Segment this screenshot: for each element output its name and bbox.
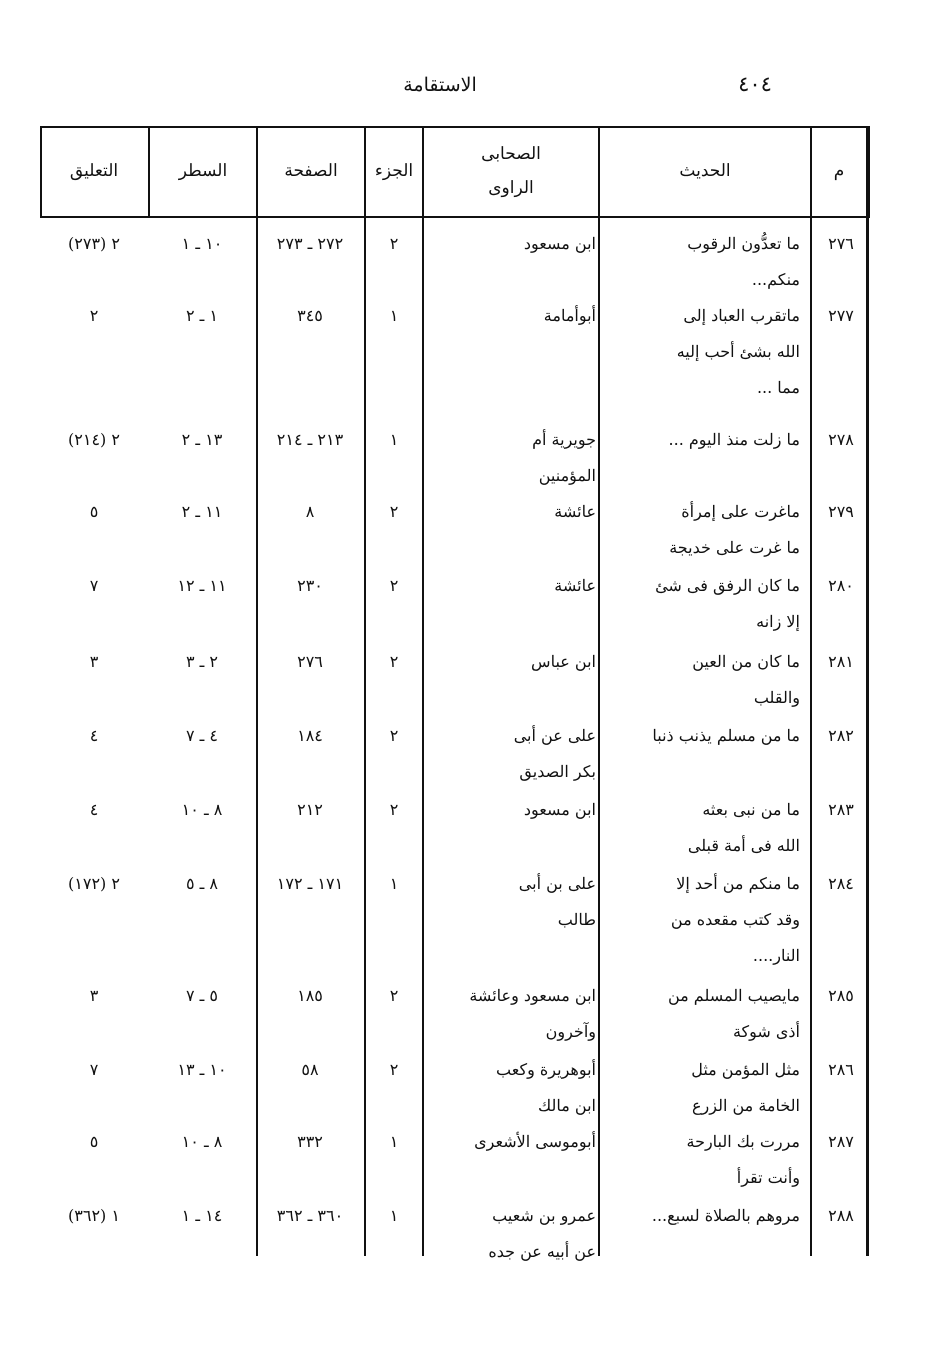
- line-range: ١١ ـ ١٢: [177, 576, 227, 595]
- page-range: ٢١٣ ـ ٢١٤: [276, 430, 344, 449]
- hadith-line: الله بشئ أحب إليه: [676, 342, 800, 361]
- volume-number: ١: [389, 874, 399, 893]
- volume-number: ١: [389, 1206, 399, 1225]
- volume-number: ١: [389, 306, 399, 325]
- header-hadith: الحديث: [679, 161, 731, 181]
- hadith-line: الخامة من الزرع: [691, 1096, 800, 1115]
- hadith-line: النار....: [752, 946, 800, 965]
- line-range: ١ ـ ٢: [185, 306, 219, 325]
- header-juz: الجزء: [374, 161, 414, 181]
- header-num: م: [833, 161, 845, 181]
- header-sahabi: الصحابى الراوى: [481, 144, 541, 198]
- page-range: ٣٤٥: [297, 306, 323, 325]
- narrator: [426, 1124, 596, 1160]
- hadith-line: ما زلت منذ اليوم ...: [668, 430, 800, 449]
- page-range: ٨: [305, 502, 315, 521]
- line-range: ٥ ـ ٧: [185, 986, 219, 1005]
- narrator-line: عمرو بن شعيب: [492, 1206, 596, 1225]
- commentary-ref: ٤: [89, 800, 99, 819]
- commentary-ref: ٢: [89, 306, 99, 325]
- hadith-index-table: [40, 126, 870, 1261]
- volume-number: ٢: [389, 652, 399, 671]
- narrator-line: على بن أبى: [518, 874, 596, 893]
- narrator-line: أبوهريرة وكعب: [496, 1060, 596, 1079]
- narrator: [426, 298, 596, 334]
- narrator-line: ابن مسعود: [523, 800, 596, 819]
- page-range: ٢١٢: [297, 800, 323, 819]
- narrator: [426, 226, 596, 262]
- commentary-ref: ٢ (١٧٢): [68, 874, 120, 893]
- header-note: التعليق: [69, 161, 119, 181]
- narrator: [426, 1198, 596, 1270]
- header-page: الصفحة: [284, 161, 338, 181]
- volume-number: ٢: [389, 502, 399, 521]
- line-range: ٤ ـ ٧: [185, 726, 219, 745]
- narrator: [426, 1052, 596, 1124]
- page-range: ٣٣٢: [297, 1132, 323, 1151]
- line-range: ٨ ـ ٥: [185, 874, 219, 893]
- entry-number: ٢٨٠: [828, 576, 854, 595]
- hadith-text: [600, 1198, 800, 1234]
- narrator-line: عائشة: [554, 576, 596, 595]
- entry-number: ٢٨٦: [828, 1060, 854, 1079]
- hadith-text: [600, 1124, 800, 1196]
- line-range: ١٠ ـ ١: [181, 234, 223, 253]
- hadith-line: مروهم بالصلاة لسبع...: [651, 1206, 800, 1225]
- commentary-ref: ١ (٣٦٢): [68, 1206, 120, 1225]
- narrator-line: أبوأمامة: [543, 306, 596, 325]
- hadith-line: ما من مسلم يذنب ذنبا: [652, 726, 800, 745]
- narrator-line: بكر الصديق: [519, 762, 596, 781]
- narrator: [426, 568, 596, 604]
- commentary-ref: ٢ (٢٧٣): [68, 234, 120, 253]
- narrator-line: جويرية أم: [532, 430, 596, 449]
- hadith-text: [600, 978, 800, 1050]
- page-range: ٢٧٦: [297, 652, 323, 671]
- page-range: ١٧١ ـ ١٧٢: [276, 874, 344, 893]
- commentary-ref: ٧: [89, 576, 99, 595]
- narrator: [426, 792, 596, 828]
- hadith-text: [600, 1052, 800, 1124]
- narrator-line: ابن مسعود: [523, 234, 596, 253]
- entry-number: ٢٨١: [828, 652, 854, 671]
- page-range: ١٨٤: [297, 726, 323, 745]
- hadith-line: مررت بك البارحة: [686, 1132, 800, 1151]
- entry-number: ٢٧٦: [828, 234, 854, 253]
- hadith-line: الله فى أمة قبلى: [687, 836, 800, 855]
- commentary-ref: ٣: [89, 652, 99, 671]
- entry-number: ٢٨٢: [828, 726, 854, 745]
- narrator-line: وآخرون: [545, 1022, 596, 1041]
- hadith-line: ما غرت على خديجة: [669, 538, 800, 557]
- header-line: السطر: [178, 161, 228, 181]
- narrator-line: طالب: [557, 910, 596, 929]
- page-header: [0, 68, 940, 108]
- hadith-text: [600, 792, 800, 864]
- commentary-ref: ٧: [89, 1060, 99, 1079]
- hadith-text: [600, 644, 800, 716]
- hadith-text: [600, 226, 800, 298]
- hadith-line: وقد كتب مقعده من: [670, 910, 800, 929]
- hadith-line: ما منكم من أحد إلا: [676, 874, 800, 893]
- narrator: [426, 494, 596, 530]
- entry-number: ٢٨٤: [828, 874, 854, 893]
- narrator-line: عائشة: [554, 502, 596, 521]
- line-range: ١٣ ـ ٢: [181, 430, 223, 449]
- narrator: [426, 718, 596, 790]
- commentary-ref: ٣: [89, 986, 99, 1005]
- entry-number: ٢٨٨: [828, 1206, 854, 1225]
- narrator-line: المؤمنين: [538, 466, 596, 485]
- hadith-text: [600, 494, 800, 566]
- line-range: ١٠ ـ ١٣: [177, 1060, 227, 1079]
- page-range: ١٨٥: [297, 986, 323, 1005]
- entry-number: ٢٨٣: [828, 800, 854, 819]
- page-range: ٢٧٢ ـ ٢٧٣: [276, 234, 344, 253]
- line-range: ٨ ـ ١٠: [181, 800, 223, 819]
- volume-number: ٢: [389, 986, 399, 1005]
- hadith-line: منكم...: [751, 270, 800, 289]
- hadith-line: مثل المؤمن مثل: [691, 1060, 800, 1079]
- hadith-line: ما تعدُّون الرقوب: [687, 234, 800, 253]
- hadith-line: ماتقرب العباد إلى: [683, 306, 800, 325]
- hadith-text: [600, 422, 800, 458]
- volume-number: ٢: [389, 1060, 399, 1079]
- entry-number: ٢٧٨: [828, 430, 854, 449]
- entry-number: ٢٧٩: [828, 502, 854, 521]
- narrator: [426, 866, 596, 938]
- entry-number: ٢٧٧: [828, 306, 854, 325]
- narrator-line: ابن عباس: [531, 652, 596, 671]
- line-range: ٢ ـ ٣: [185, 652, 219, 671]
- narrator-line: ابن مالك: [538, 1096, 596, 1115]
- narrator: [426, 422, 596, 494]
- line-range: ١٤ ـ ١: [181, 1206, 223, 1225]
- line-range: ١١ ـ ٢: [181, 502, 223, 521]
- line-range: ٨ ـ ١٠: [181, 1132, 223, 1151]
- volume-number: ٢: [389, 234, 399, 253]
- hadith-line: ما كان الرفق فى شئ: [655, 576, 800, 595]
- hadith-line: ما من نبى بعثه: [702, 800, 800, 819]
- volume-number: ٢: [389, 726, 399, 745]
- hadith-line: والقلب: [753, 688, 800, 707]
- hadith-line: مما ...: [756, 378, 800, 397]
- narrator: [426, 978, 596, 1050]
- page-range: ٣٦٠ ـ ٣٦٢: [276, 1206, 344, 1225]
- narrator-line: على عن أبى: [513, 726, 596, 745]
- commentary-ref: ٤: [89, 726, 99, 745]
- narrator-line: أبوموسى الأشعرى: [474, 1132, 596, 1151]
- commentary-ref: ٥: [89, 1132, 99, 1151]
- entry-number: ٢٨٥: [828, 986, 854, 1005]
- narrator-line: عن أبيه عن جده: [488, 1242, 596, 1261]
- hadith-line: أذى شوكة: [732, 1022, 800, 1041]
- page-range: ٢٣٠: [297, 576, 323, 595]
- page-title: الاستقامة: [403, 74, 477, 96]
- narrator-line: ابن مسعود وعائشة: [469, 986, 596, 1005]
- volume-number: ٢: [389, 800, 399, 819]
- hadith-line: ما كان من العين: [692, 652, 800, 671]
- hadith-text: [600, 866, 800, 974]
- page-number: ٤٠٤: [738, 72, 772, 96]
- hadith-text: [600, 568, 800, 640]
- hadith-line: وأنت تقرأ: [736, 1168, 800, 1187]
- volume-number: ١: [389, 1132, 399, 1151]
- hadith-line: ماغرت على إمرأة: [681, 502, 800, 521]
- hadith-line: مايصيب المسلم من: [667, 986, 800, 1005]
- narrator: [426, 644, 596, 680]
- page-range: ٥٨: [301, 1060, 319, 1079]
- volume-number: ١: [389, 430, 399, 449]
- volume-number: ٢: [389, 576, 399, 595]
- hadith-line: إلا زانه: [756, 612, 800, 631]
- commentary-ref: ٢ (٢١٤): [68, 430, 120, 449]
- hadith-text: [600, 298, 800, 406]
- entry-number: ٢٨٧: [828, 1132, 854, 1151]
- commentary-ref: ٥: [89, 502, 99, 521]
- hadith-text: [600, 718, 800, 754]
